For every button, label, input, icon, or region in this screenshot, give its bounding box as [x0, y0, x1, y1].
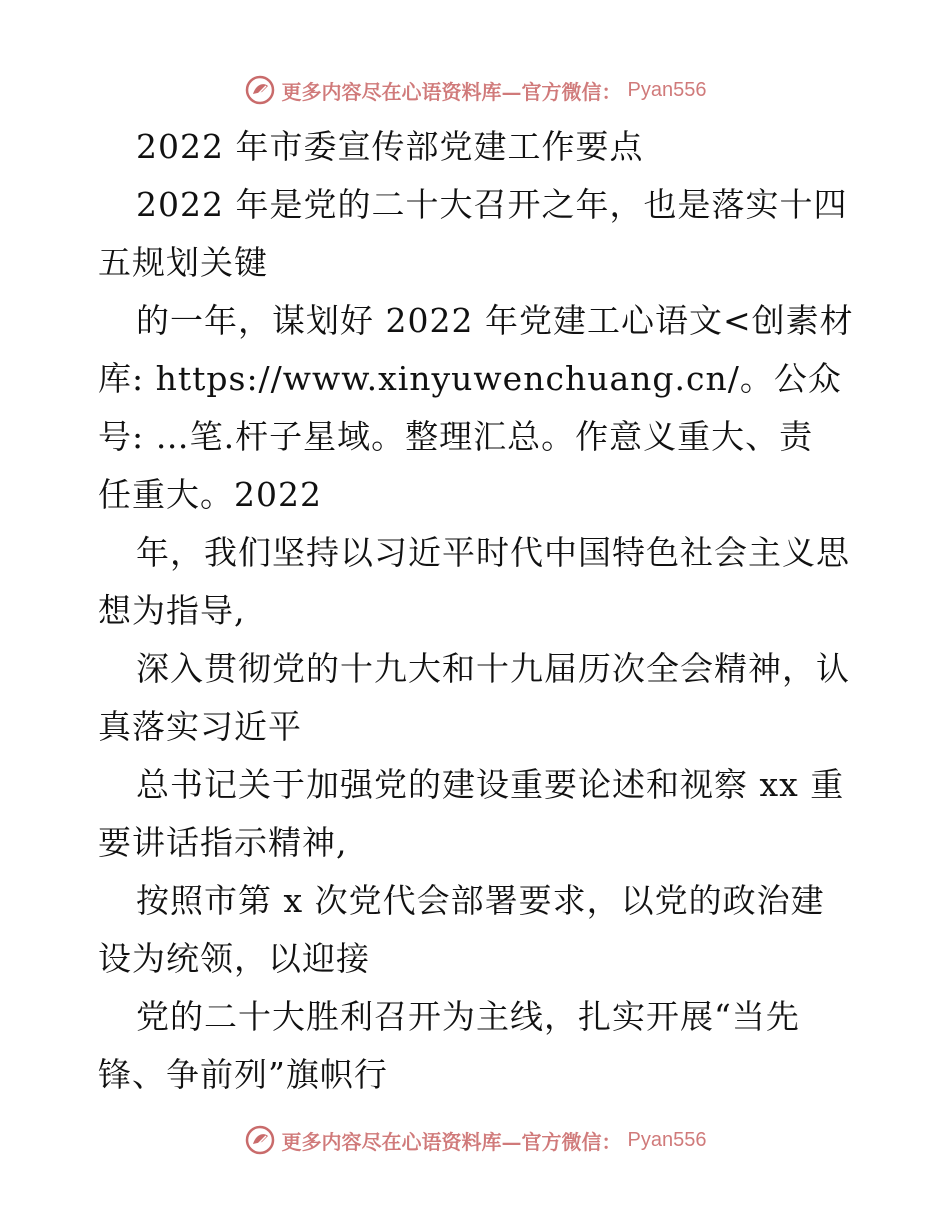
document-line: 要讲话指示精神, — [98, 823, 348, 862]
document-line: 任重大。2022 — [98, 475, 322, 514]
document-line: 库: https://www.xinyuwenchuang.cn/。公众 — [98, 359, 842, 398]
document-line: 党的二十大胜利召开为主线，扎实开展“当先 — [136, 997, 800, 1036]
document-line: 总书记关于加强党的建设重要论述和视察 xx 重 — [136, 765, 845, 804]
document-line: 的一年，谋划好 2022 年党建工心语文<创素材 — [136, 301, 854, 340]
document-line: 锋、争前列”旗帜行 — [98, 1055, 388, 1094]
document-line: 想为指导, — [98, 591, 246, 630]
watermark-wechat-id: Pyan556 — [627, 78, 707, 101]
document-body — [98, 118, 858, 1104]
document-line: 2022 年是党的二十大召开之年，也是落实十四 — [136, 185, 848, 224]
watermark-text: 更多内容尽在心语资料库—官方微信： — [281, 79, 622, 104]
document-line: 2022 年市委宣传部党建工作要点 — [136, 127, 644, 166]
document-line: 设为统领，以迎接 — [98, 939, 370, 978]
footer-watermark — [0, 1120, 950, 1160]
brand-logo-icon — [244, 1124, 276, 1156]
document-line: 真落实习近平 — [98, 707, 302, 746]
watermark-wechat-id: Pyan556 — [627, 1128, 707, 1151]
document-line: 按照市第 x 次党代会部署要求，以党的政治建 — [136, 881, 825, 920]
document-line: 年，我们坚持以习近平时代中国特色社会主义思 — [136, 533, 850, 572]
watermark-text: 更多内容尽在心语资料库—官方微信： — [281, 1129, 622, 1154]
document-line: 深入贯彻党的十九大和十九届历次全会精神，认 — [136, 649, 850, 688]
brand-logo-icon — [244, 74, 276, 106]
header-watermark — [0, 70, 950, 110]
document-line: 号: …笔.杆子星域。整理汇总。作意义重大、责 — [98, 417, 814, 456]
document-line: 五规划关键 — [98, 243, 268, 282]
